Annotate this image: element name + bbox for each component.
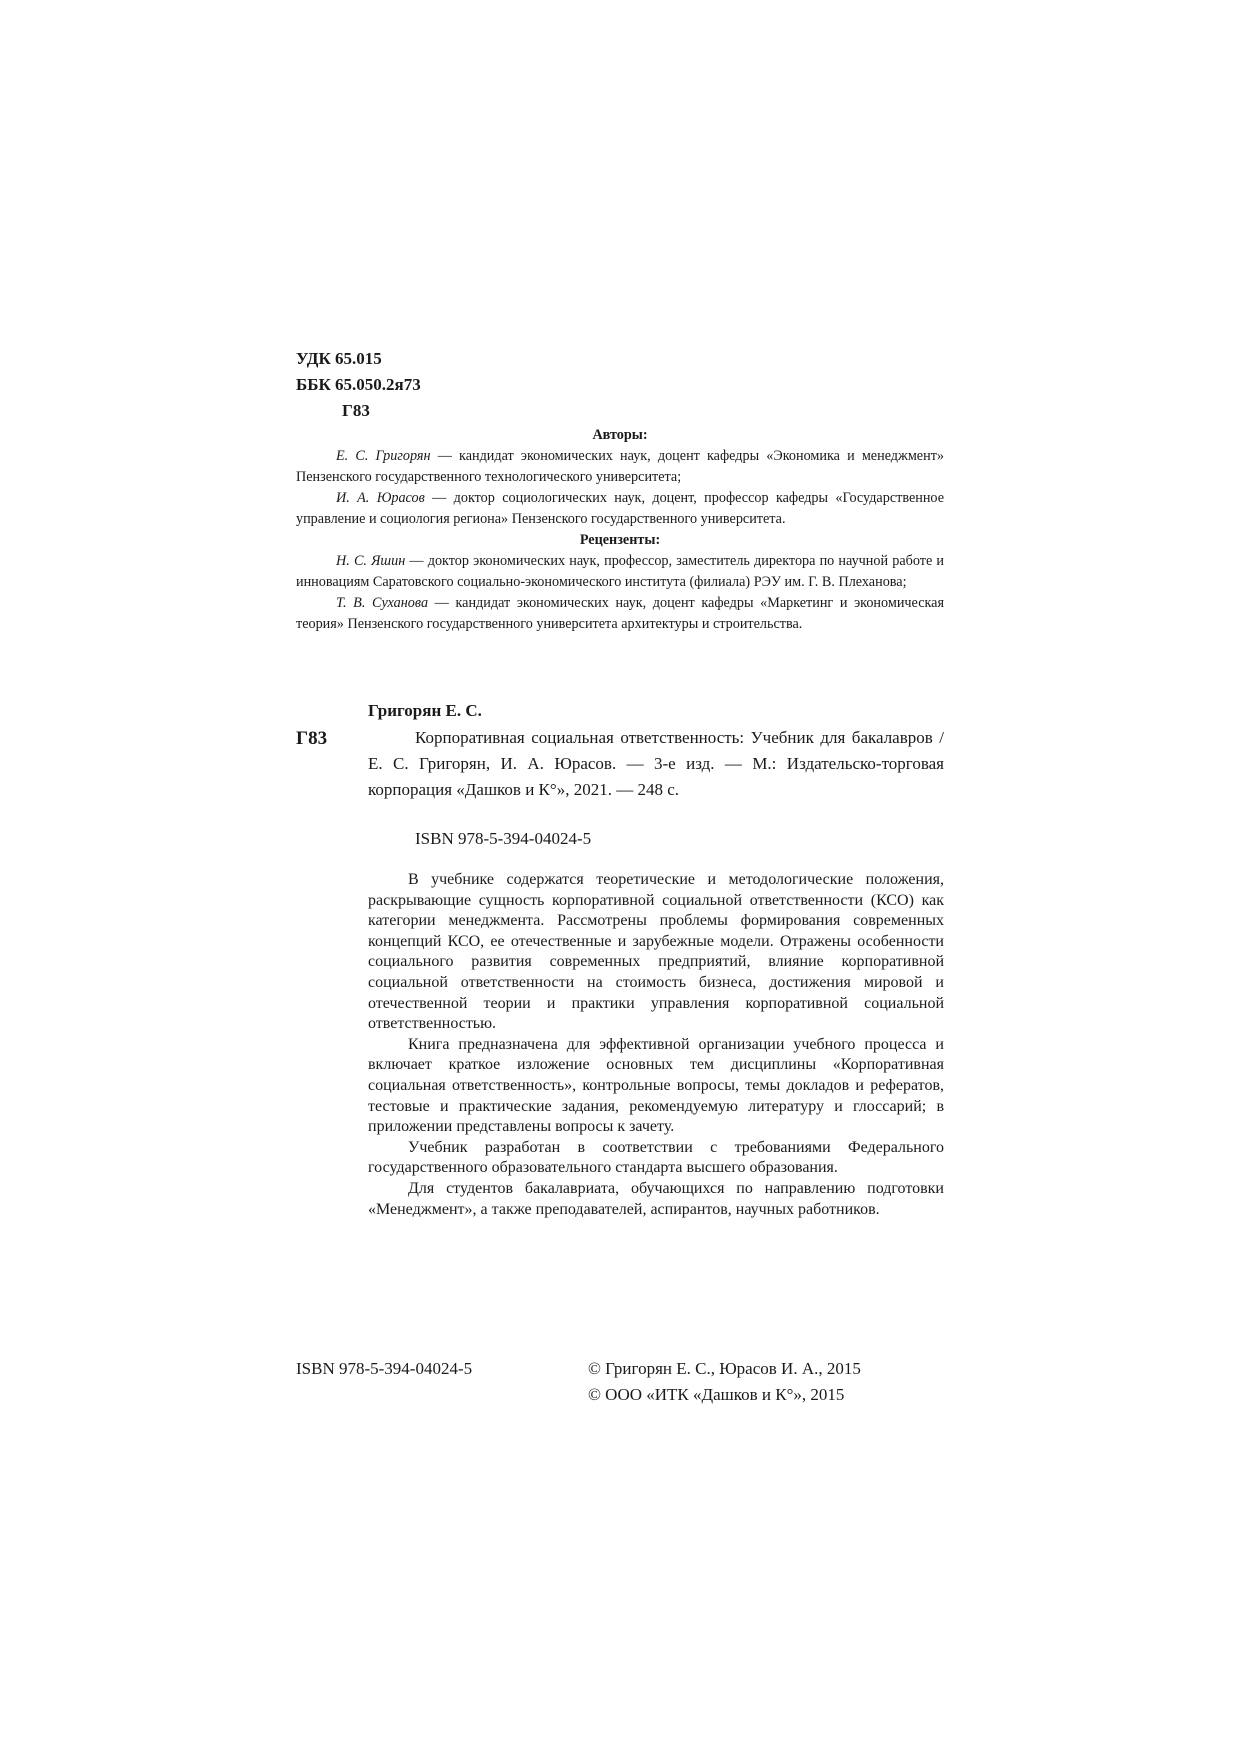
reviewer-name: Т. В. Суханова [336,595,429,611]
annotation-paragraph: В учебнике содержатся теоретические и методологические положения, раскрывающие сущность корпоративной социальной ответственности (КСО) как категории менеджмента. Рассмотрены проблемы формирования современных концепций КСО, ее отечественные и зарубежные модели. Отражены особенности социального развития современных предприятий, влияние корпоративной социальной ответственности на стоимость бизнеса, достижения мировой и отечественной теории и практики управления корпоративной социальной ответственностью. [368,871,944,1033]
reviewer-entry [296,593,944,635]
author-name: Е. С. Григорян [336,448,431,464]
author-entry [296,446,944,488]
annotation [368,870,944,1220]
record-description: Корпоративная социальная ответственность: Учебник для бакалавров / Е. С. Григорян, И. А. Юрасов. — 3-е изд. — М.: Издательско-торговая корпорация «Дашков и К°», 2021. — 248 с. [368,728,944,799]
reviewers-heading: Рецензенты: [579,532,661,548]
copyright-authors: © Григорян Е. С., Юрасов И. А., 2015 [588,1359,861,1378]
record-author: Григорян Е. С. [368,701,482,720]
reviewer-entry [296,551,944,593]
annotation-paragraph: Учебник разработан в соответствии с требованиями Федерального государственного образовательного стандарта высшего образования. [368,1138,944,1177]
author-description: — кандидат экономических наук, доцент кафедры «Экономика и менеджмент» Пензенского государственного технологического университета; [296,448,944,485]
reviewer-description: — доктор экономических наук, профессор, заместитель директора по научной работе и инновациям Саратовского социально-экономического института (филиала) РЭУ им. Г. В. Плеханова; [296,553,944,590]
reviewer-description: — кандидат экономических наук, доцент кафедры «Маркетинг и экономическая теория» Пензенского государственного университета архитектуры и строительства. [296,595,944,632]
udk-code: УДК 65.015 [296,349,382,368]
author-description: — доктор социологических наук, доцент, профессор кафедры «Государственное управление и социология региона» Пензенского государственного университета. [296,490,944,527]
author-mark-code: Г83 [342,401,370,420]
author-entry [296,488,944,530]
annotation-paragraph: Для студентов бакалавриата, обучающихся по направлению подготовки «Менеджмент», а также преподавателей, аспирантов, научных работников. [368,1179,944,1218]
credits-block [296,425,944,635]
footer-isbn: ISBN 978-5-394-04024-5 [296,1359,473,1378]
record-mark: Г83 [296,728,328,749]
annotation-paragraph: Книга предназначена для эффективной организации учебного процесса и включает краткое изложение основных тем дисциплины «Корпоративная социальная ответственность», контрольные вопросы, темы докладов и рефератов, тестовые и практические задания, рекомендуемую литературу и глоссарий; в приложении представлены вопросы к зачету. [368,1035,944,1136]
reviewer-name: Н. С. Яшин [336,553,406,569]
authors-heading: Авторы: [592,427,648,443]
record-isbn: ISBN 978-5-394-04024-5 [415,829,592,848]
author-name: И. А. Юрасов [336,490,425,506]
copyright-publisher: © ООО «ИТК «Дашков и К°», 2015 [588,1385,845,1404]
bbk-code: ББК 65.050.2я73 [296,375,421,394]
